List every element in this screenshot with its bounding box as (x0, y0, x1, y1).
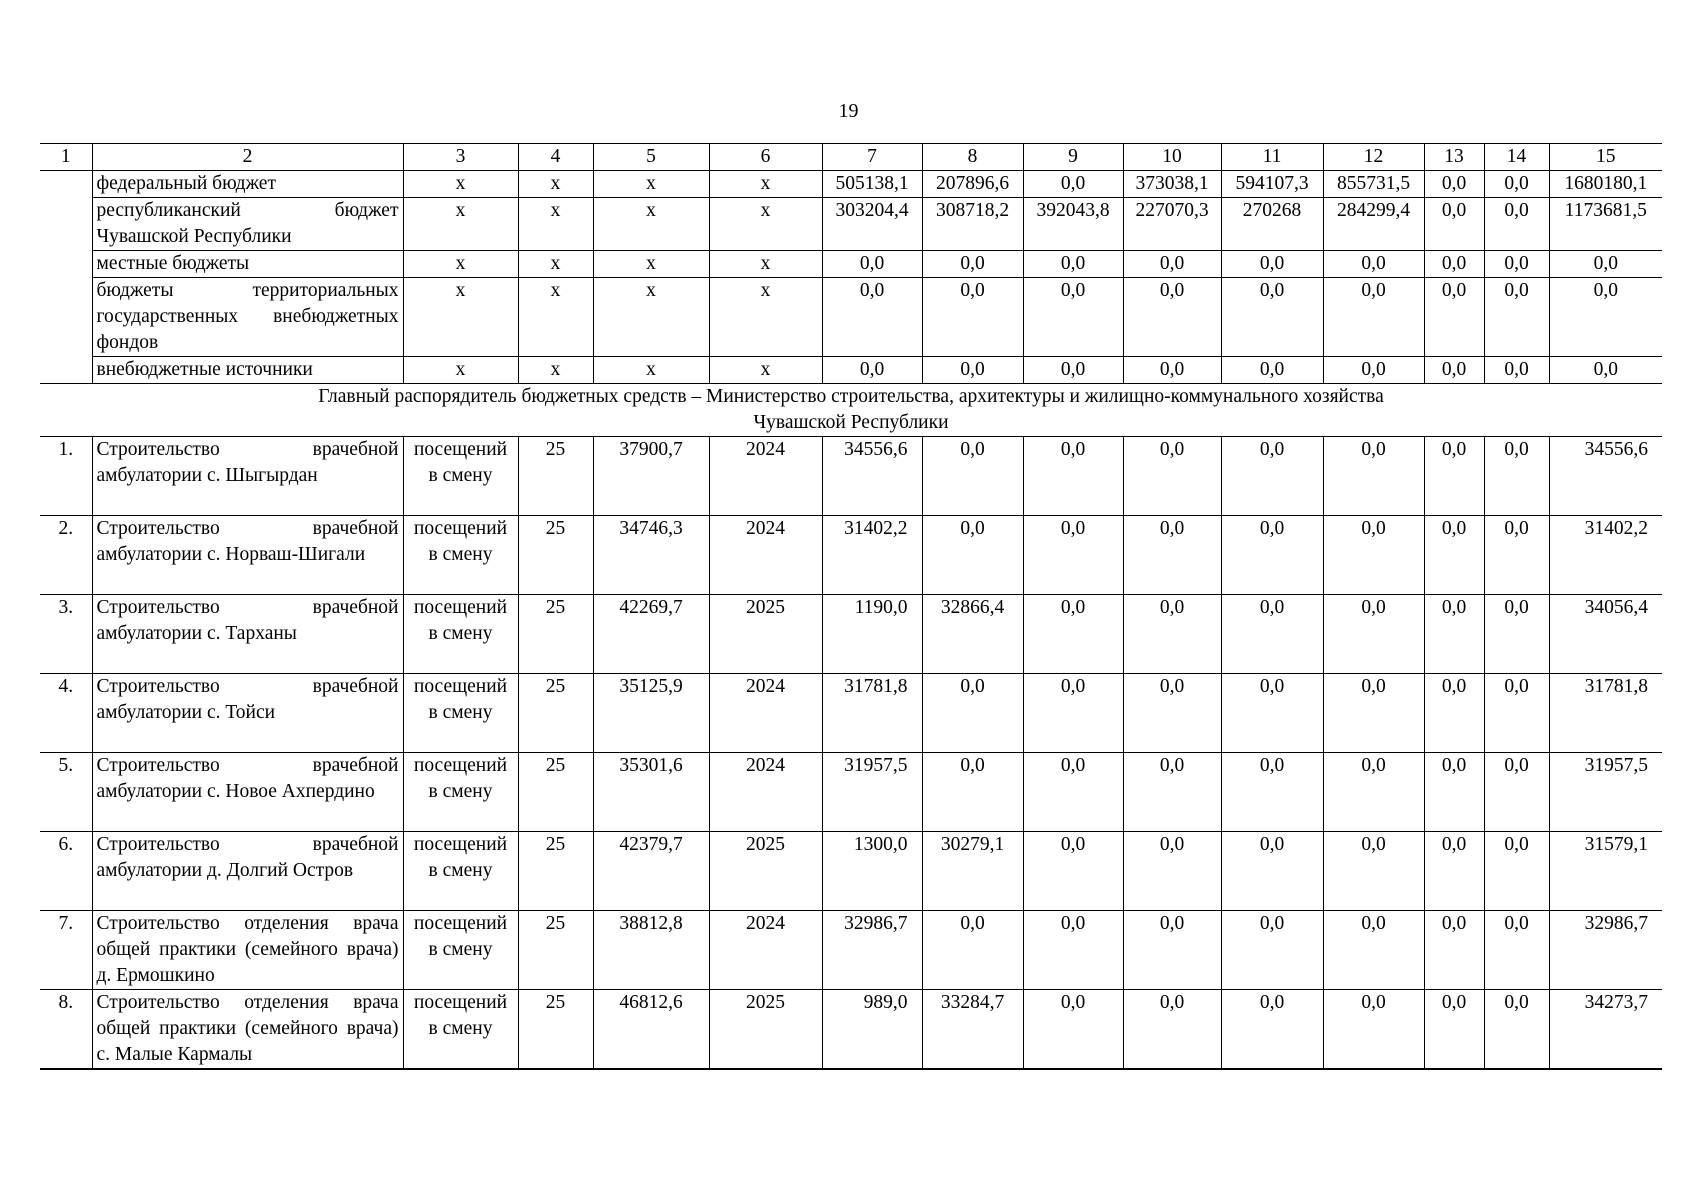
year-value: 594107,3 (1221, 171, 1323, 198)
year-value: 0,0 (1323, 278, 1424, 357)
col-num-12: 12 (1323, 144, 1424, 171)
year-value: 0,0 (922, 251, 1023, 278)
column-number-row (40, 144, 1662, 171)
year-value: 0,0 (1484, 516, 1549, 595)
year-value: 0,0 (822, 251, 922, 278)
year-value: 392043,8 (1023, 198, 1123, 251)
year-value: 373038,1 (1123, 171, 1221, 198)
completion-year: 2024 (709, 516, 822, 595)
object-name: Строительство врачебной амбулатории с. Тарханы (92, 595, 403, 674)
not-applicable-mark: x (709, 251, 822, 278)
table-row (40, 990, 1662, 1070)
not-applicable-mark: x (518, 357, 593, 384)
year-value: 0,0 (1484, 251, 1549, 278)
funding-source-row (40, 251, 1662, 278)
year-value: 0,0 (1424, 516, 1484, 595)
year-value: 0,0 (1221, 990, 1323, 1070)
capacity-value: 25 (518, 990, 593, 1070)
year-value: 31402,2 (822, 516, 922, 595)
row-number-cell (40, 198, 92, 251)
completion-year: 2024 (709, 437, 822, 516)
table-row (40, 516, 1662, 595)
not-applicable-mark: x (709, 171, 822, 198)
col-num-1: 1 (40, 144, 92, 171)
year-value: 0,0 (1221, 674, 1323, 753)
total-value: 34056,4 (1549, 595, 1662, 674)
funding-source-row (40, 278, 1662, 357)
col-num-2: 2 (92, 144, 403, 171)
estimated-cost: 42269,7 (593, 595, 709, 674)
section-heading-row (40, 384, 1662, 437)
capacity-unit: посещений в смену (403, 990, 518, 1070)
year-value: 0,0 (1484, 198, 1549, 251)
object-name: Строительство отделения врача общей практики (семейного врача) д. Ермошкино (92, 911, 403, 990)
not-applicable-mark: x (709, 357, 822, 384)
completion-year: 2024 (709, 753, 822, 832)
total-value: 1173681,5 (1549, 198, 1662, 251)
year-value: 0,0 (1221, 251, 1323, 278)
year-value: 270268 (1221, 198, 1323, 251)
year-value: 0,0 (1123, 278, 1221, 357)
col-num-9: 9 (1023, 144, 1123, 171)
not-applicable-mark: x (593, 171, 709, 198)
col-num-6: 6 (709, 144, 822, 171)
year-value: 303204,4 (822, 198, 922, 251)
table-row (40, 674, 1662, 753)
completion-year: 2024 (709, 674, 822, 753)
col-num-11: 11 (1221, 144, 1323, 171)
table-row (40, 753, 1662, 832)
year-value: 0,0 (1023, 832, 1123, 911)
year-value: 0,0 (1123, 990, 1221, 1070)
year-value: 1190,0 (822, 595, 922, 674)
year-value: 34556,6 (822, 437, 922, 516)
object-name: Строительство врачебной амбулатории с. Норваш-Шигали (92, 516, 403, 595)
total-value: 34273,7 (1549, 990, 1662, 1070)
year-value: 308718,2 (922, 198, 1023, 251)
col-num-4: 4 (518, 144, 593, 171)
estimated-cost: 35301,6 (593, 753, 709, 832)
capacity-unit: посещений в смену (403, 595, 518, 674)
year-value: 0,0 (922, 674, 1023, 753)
year-value: 0,0 (1424, 753, 1484, 832)
col-num-8: 8 (922, 144, 1023, 171)
object-name: Строительство врачебной амбулатории с. Тойси (92, 674, 403, 753)
year-value: 0,0 (1123, 251, 1221, 278)
estimated-cost: 38812,8 (593, 911, 709, 990)
completion-year: 2025 (709, 832, 822, 911)
year-value: 0,0 (1221, 357, 1323, 384)
object-name: Строительство отделения врача общей практики (семейного врача) с. Малые Кармалы (92, 990, 403, 1070)
year-value: 0,0 (1484, 357, 1549, 384)
not-applicable-mark: x (593, 357, 709, 384)
item-number: 2. (40, 516, 92, 595)
budget-table (40, 143, 1662, 1070)
capacity-value: 25 (518, 595, 593, 674)
year-value: 0,0 (1023, 437, 1123, 516)
funding-source-name: внебюджетные источники (92, 357, 403, 384)
year-value: 0,0 (1023, 911, 1123, 990)
col-num-14: 14 (1484, 144, 1549, 171)
year-value: 0,0 (1424, 437, 1484, 516)
not-applicable-mark: x (593, 198, 709, 251)
year-value: 0,0 (1221, 832, 1323, 911)
col-num-10: 10 (1123, 144, 1221, 171)
capacity-unit: посещений в смену (403, 516, 518, 595)
object-name: Строительство врачебной амбулатории с. Шыгырдан (92, 437, 403, 516)
year-value: 0,0 (1023, 516, 1123, 595)
capacity-value: 25 (518, 832, 593, 911)
year-value: 0,0 (1484, 595, 1549, 674)
table-row (40, 832, 1662, 911)
year-value: 0,0 (1484, 832, 1549, 911)
object-name: Строительство врачебной амбулатории д. Долгий Остров (92, 832, 403, 911)
year-value: 0,0 (1484, 278, 1549, 357)
item-number: 6. (40, 832, 92, 911)
item-number: 1. (40, 437, 92, 516)
total-value: 34556,6 (1549, 437, 1662, 516)
row-number-cell (40, 278, 92, 357)
year-value: 855731,5 (1323, 171, 1424, 198)
year-value: 0,0 (1323, 674, 1424, 753)
estimated-cost: 42379,7 (593, 832, 709, 911)
section-heading (40, 384, 1662, 437)
year-value: 0,0 (1123, 516, 1221, 595)
completion-year: 2025 (709, 595, 822, 674)
year-value: 0,0 (1424, 674, 1484, 753)
estimated-cost: 35125,9 (593, 674, 709, 753)
year-value: 0,0 (1484, 911, 1549, 990)
table-row (40, 595, 1662, 674)
year-value: 32986,7 (822, 911, 922, 990)
year-value: 0,0 (1221, 911, 1323, 990)
table-row (40, 437, 1662, 516)
year-value: 0,0 (1023, 753, 1123, 832)
funding-source-row (40, 198, 1662, 251)
object-name: Строительство врачебной амбулатории с. Новое Ахпердино (92, 753, 403, 832)
not-applicable-mark: x (518, 198, 593, 251)
total-value: 1680180,1 (1549, 171, 1662, 198)
year-value: 0,0 (1323, 251, 1424, 278)
year-value: 0,0 (1484, 674, 1549, 753)
item-number: 5. (40, 753, 92, 832)
year-value: 0,0 (1484, 753, 1549, 832)
page-number: 19 (838, 100, 859, 122)
year-value: 31957,5 (822, 753, 922, 832)
col-num-15: 15 (1549, 144, 1662, 171)
total-value: 31781,8 (1549, 674, 1662, 753)
capacity-value: 25 (518, 437, 593, 516)
year-value: 0,0 (1323, 911, 1424, 990)
completion-year: 2024 (709, 911, 822, 990)
capacity-value: 25 (518, 674, 593, 753)
not-applicable-mark: x (709, 198, 822, 251)
row-number-cell (40, 171, 92, 198)
total-value: 32986,7 (1549, 911, 1662, 990)
funding-source-name: бюджеты территориальных государственных внебюджетных фондов (92, 278, 403, 357)
year-value: 0,0 (1323, 753, 1424, 832)
col-num-5: 5 (593, 144, 709, 171)
year-value: 30279,1 (922, 832, 1023, 911)
year-value: 0,0 (1484, 990, 1549, 1070)
capacity-unit: посещений в смену (403, 674, 518, 753)
year-value: 32866,4 (922, 595, 1023, 674)
year-value: 0,0 (1123, 595, 1221, 674)
item-number: 3. (40, 595, 92, 674)
year-value: 0,0 (1023, 990, 1123, 1070)
not-applicable-mark: x (518, 251, 593, 278)
capacity-value: 25 (518, 516, 593, 595)
total-value: 31402,2 (1549, 516, 1662, 595)
not-applicable-mark: x (709, 278, 822, 357)
col-num-3: 3 (403, 144, 518, 171)
funding-source-name: местные бюджеты (92, 251, 403, 278)
not-applicable-mark: x (593, 251, 709, 278)
total-value: 31957,5 (1549, 753, 1662, 832)
year-value: 0,0 (1424, 990, 1484, 1070)
year-value: 0,0 (1123, 753, 1221, 832)
not-applicable-mark: x (403, 198, 518, 251)
year-value: 0,0 (1323, 990, 1424, 1070)
year-value: 1300,0 (822, 832, 922, 911)
year-value: 0,0 (1424, 595, 1484, 674)
capacity-value: 25 (518, 753, 593, 832)
funding-source-row (40, 171, 1662, 198)
item-number: 4. (40, 674, 92, 753)
year-value: 0,0 (1323, 516, 1424, 595)
year-value: 0,0 (1424, 171, 1484, 198)
capacity-value: 25 (518, 911, 593, 990)
row-number-cell (40, 357, 92, 384)
table-row (40, 911, 1662, 990)
year-value: 0,0 (1484, 171, 1549, 198)
col-num-13: 13 (1424, 144, 1484, 171)
total-value: 0,0 (1549, 357, 1662, 384)
capacity-unit: посещений в смену (403, 911, 518, 990)
year-value: 0,0 (822, 357, 922, 384)
year-value: 0,0 (1221, 278, 1323, 357)
year-value: 0,0 (1221, 516, 1323, 595)
year-value: 0,0 (1424, 251, 1484, 278)
year-value: 0,0 (1023, 278, 1123, 357)
estimated-cost: 37900,7 (593, 437, 709, 516)
col-num-7: 7 (822, 144, 922, 171)
total-value: 31579,1 (1549, 832, 1662, 911)
year-value: 0,0 (1023, 171, 1123, 198)
year-value: 0,0 (1123, 832, 1221, 911)
not-applicable-mark: x (518, 278, 593, 357)
total-value: 0,0 (1549, 251, 1662, 278)
year-value: 0,0 (1123, 674, 1221, 753)
item-number: 8. (40, 990, 92, 1070)
year-value: 0,0 (1023, 357, 1123, 384)
year-value: 0,0 (922, 516, 1023, 595)
year-value: 0,0 (922, 911, 1023, 990)
total-value: 0,0 (1549, 278, 1662, 357)
year-value: 0,0 (1123, 437, 1221, 516)
year-value: 284299,4 (1323, 198, 1424, 251)
year-value: 0,0 (1221, 437, 1323, 516)
year-value: 0,0 (1221, 595, 1323, 674)
year-value: 31781,8 (822, 674, 922, 753)
year-value: 0,0 (822, 278, 922, 357)
section-heading-line-2: Чувашской Республики (753, 412, 949, 433)
year-value: 0,0 (1123, 911, 1221, 990)
year-value: 0,0 (1323, 595, 1424, 674)
year-value: 0,0 (1323, 437, 1424, 516)
funding-source-name: республиканский бюджет Чувашской Республики (92, 198, 403, 251)
year-value: 0,0 (1023, 674, 1123, 753)
not-applicable-mark: x (403, 278, 518, 357)
year-value: 0,0 (1424, 911, 1484, 990)
year-value: 0,0 (1023, 595, 1123, 674)
capacity-unit: посещений в смену (403, 832, 518, 911)
year-value: 0,0 (1424, 278, 1484, 357)
funding-source-name: федеральный бюджет (92, 171, 403, 198)
funding-source-row (40, 357, 1662, 384)
year-value: 0,0 (1424, 357, 1484, 384)
year-value: 0,0 (1424, 832, 1484, 911)
section-heading-line-1: Главный распорядитель бюджетных средств – Министерство строительства, архитектуры и жилищно-коммунального хозяйства (318, 386, 1384, 407)
item-number: 7. (40, 911, 92, 990)
not-applicable-mark: x (518, 171, 593, 198)
year-value: 0,0 (922, 437, 1023, 516)
not-applicable-mark: x (403, 251, 518, 278)
year-value: 505138,1 (822, 171, 922, 198)
year-value: 0,0 (1323, 832, 1424, 911)
not-applicable-mark: x (403, 357, 518, 384)
estimated-cost: 34746,3 (593, 516, 709, 595)
completion-year: 2025 (709, 990, 822, 1070)
year-value: 0,0 (1424, 198, 1484, 251)
year-value: 0,0 (1221, 753, 1323, 832)
not-applicable-mark: x (593, 278, 709, 357)
year-value: 0,0 (922, 753, 1023, 832)
year-value: 0,0 (1484, 437, 1549, 516)
capacity-unit: посещений в смену (403, 753, 518, 832)
capacity-unit: посещений в смену (403, 437, 518, 516)
year-value: 227070,3 (1123, 198, 1221, 251)
year-value: 0,0 (1323, 357, 1424, 384)
estimated-cost: 46812,6 (593, 990, 709, 1070)
not-applicable-mark: x (403, 171, 518, 198)
year-value: 0,0 (1123, 357, 1221, 384)
year-value: 207896,6 (922, 171, 1023, 198)
year-value: 0,0 (1023, 251, 1123, 278)
year-value: 33284,7 (922, 990, 1023, 1070)
row-number-cell (40, 251, 92, 278)
year-value: 0,0 (922, 278, 1023, 357)
year-value: 989,0 (822, 990, 922, 1070)
year-value: 0,0 (922, 357, 1023, 384)
